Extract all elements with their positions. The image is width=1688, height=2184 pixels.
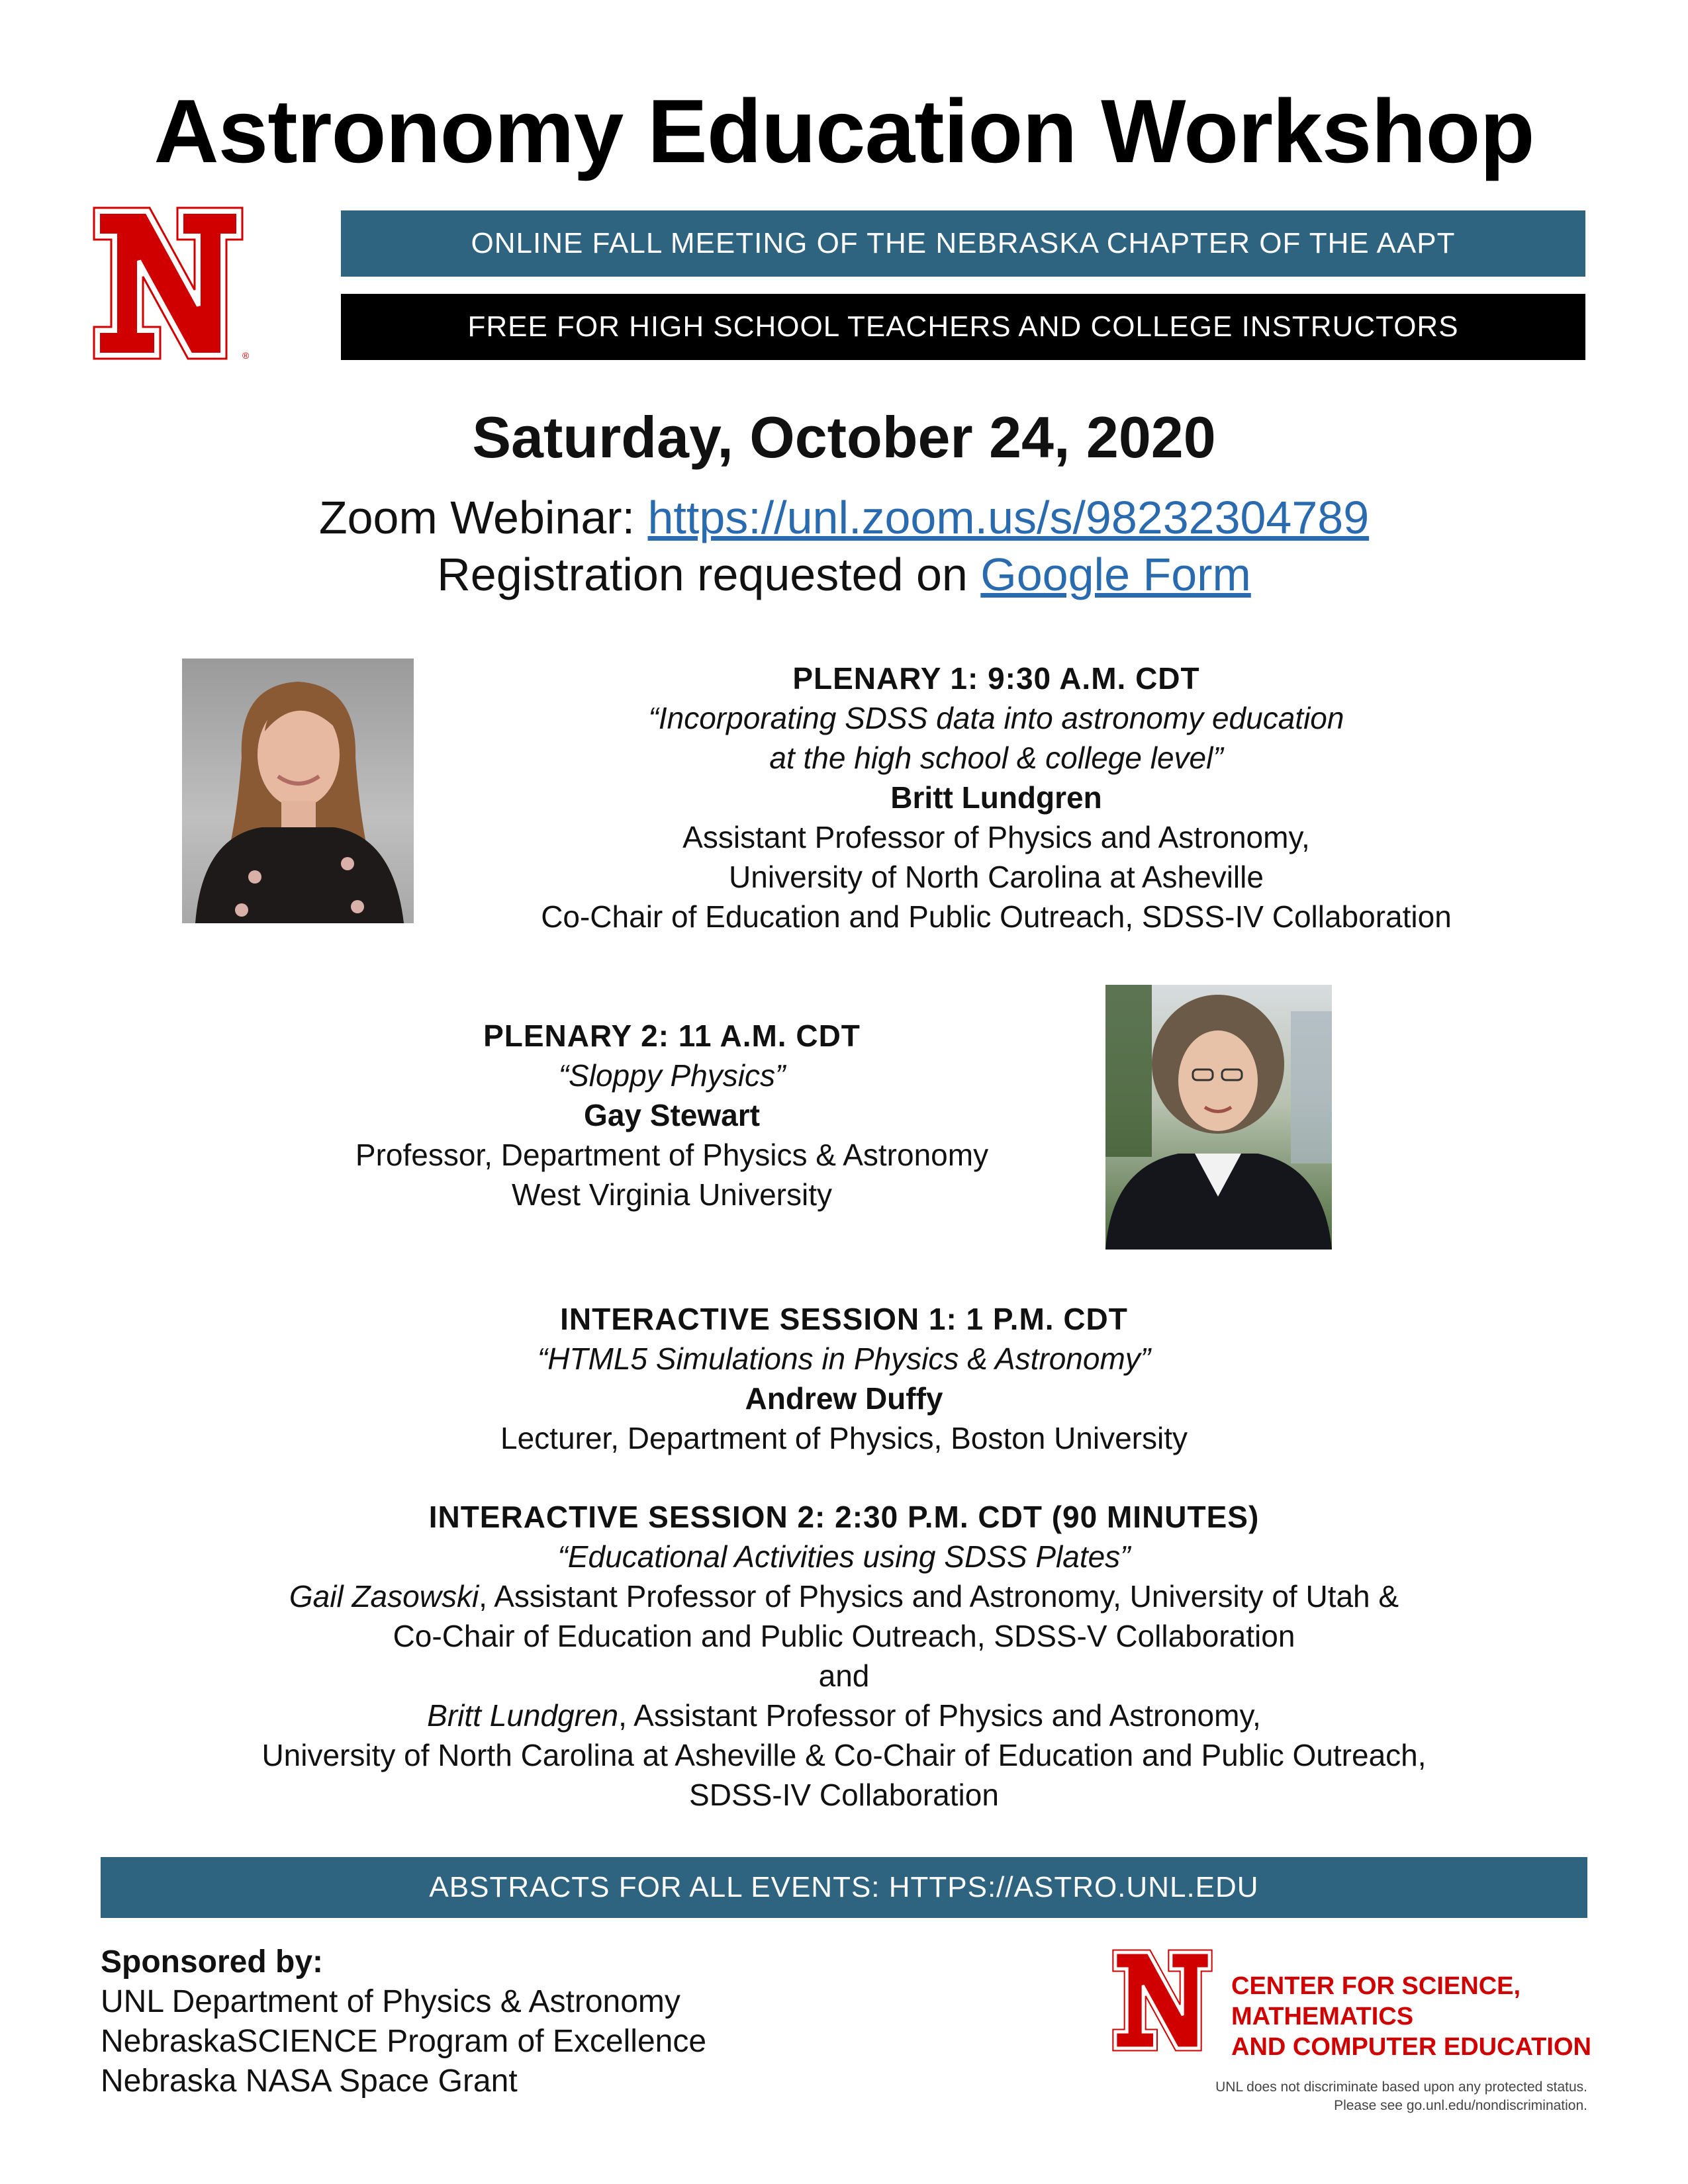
meeting-banner-text: ONLINE FALL MEETING OF THE NEBRASKA CHAPTER OF THE AAPT (471, 227, 1456, 259)
plenary-1-title-line2: at the high school & college level” (769, 741, 1223, 775)
plenary-1 (424, 659, 1569, 936)
plenary-2-title: “Sloppy Physics” (558, 1058, 786, 1093)
interactive-session-1 (0, 1299, 1688, 1458)
interactive-2-speaker1-line (0, 1576, 1688, 1616)
plenary-1-affil-line2: University of North Carolina at Asheville (729, 860, 1264, 894)
interactive-2-speaker2-affil-b: University of North Carolina at Asheville & Co-Chair of Education and Public Outreach, (261, 1738, 1427, 1772)
zoom-label: Zoom Webinar: (318, 492, 648, 543)
interactive-2-heading: INTERACTIVE SESSION 2: 2:30 P.M. CDT (90 MINUTES) (428, 1500, 1260, 1534)
zoom-line (0, 491, 1688, 544)
plenary-2-affil-line1: Professor, Department of Physics & Astronomy (355, 1138, 989, 1172)
nebraska-n-logo (93, 206, 252, 360)
sponsors-heading: Sponsored by: (101, 1944, 324, 1979)
sponsor-item: UNL Department of Physics & Astronomy (101, 1984, 680, 2019)
portrait-illustration (182, 659, 414, 923)
free-banner (341, 294, 1585, 360)
interactive-2-speaker2-affil-a: , Assistant Professor of Physics and Astronomy, (618, 1698, 1261, 1733)
interactive-2-speaker2-affil-c: SDSS-IV Collaboration (689, 1778, 999, 1812)
plenary-1-speaker: Britt Lundgren (890, 780, 1102, 815)
abstracts-banner-text: ABSTRACTS FOR ALL EVENTS: HTTPS://ASTRO.UNL.EDU (429, 1871, 1259, 1903)
interactive-1-heading: INTERACTIVE SESSION 1: 1 P.M. CDT (560, 1302, 1128, 1336)
interactive-1-title: “HTML5 Simulations in Physics & Astronomy” (537, 1342, 1151, 1376)
plenary-1-affil-line1: Assistant Professor of Physics and Astronomy, (682, 820, 1310, 854)
portrait-illustration (1105, 985, 1332, 1250)
zoom-link[interactable]: https://unl.zoom.us/s/98232304789 (647, 492, 1370, 543)
nondisc-line2: Please see go.unl.edu/nondiscrimination. (1334, 2098, 1587, 2113)
interactive-1-affil: Lecturer, Department of Physics, Boston University (500, 1421, 1188, 1455)
sponsors-block (101, 1942, 706, 2101)
meeting-banner (341, 210, 1585, 277)
plenary-1-affil-line3: Co-Chair of Education and Public Outreach, SDSS-IV Collaboration (541, 899, 1452, 934)
free-banner-text: FREE FOR HIGH SCHOOL TEACHERS AND COLLEGE INSTRUCTORS (467, 310, 1459, 343)
svg-text:®: ® (242, 350, 250, 360)
event-date: Saturday, October 24, 2020 (472, 404, 1216, 470)
plenary-2-affil-line2: West Virginia University (511, 1177, 832, 1212)
interactive-2-speaker1-affil-b: Co-Chair of Education and Public Outreach, SDSS-V Collaboration (393, 1619, 1295, 1653)
interactive-session-2 (0, 1497, 1688, 1815)
plenary-1-title-line1: “Incorporating SDSS data into astronomy education (648, 701, 1344, 735)
interactive-1-speaker: Andrew Duffy (745, 1381, 943, 1416)
csmce-line1: CENTER FOR SCIENCE, MATHEMATICS (1231, 1972, 1521, 2030)
speaker-photo-lundgren (182, 659, 414, 923)
plenary-2-heading: PLENARY 2: 11 A.M. CDT (483, 1019, 861, 1053)
interactive-2-title: “Educational Activities using SDSS Plates” (557, 1539, 1131, 1574)
sponsor-item: Nebraska NASA Space Grant (101, 2064, 518, 2099)
registration-label: Registration requested on (437, 549, 981, 600)
sponsor-item: NebraskaSCIENCE Program of Excellence (101, 2024, 707, 2059)
plenary-2 (265, 1016, 1079, 1214)
google-form-link[interactable]: Google Form (980, 549, 1251, 600)
interactive-2-speaker2-line (0, 1696, 1688, 1735)
interactive-2-speaker2: Britt Lundgren (427, 1698, 619, 1733)
plenary-1-heading: PLENARY 1: 9:30 A.M. CDT (792, 661, 1200, 696)
plenary-2-speaker: Gay Stewart (584, 1098, 760, 1132)
page-title: Astronomy Education Workshop (154, 81, 1534, 181)
interactive-2-speaker1-affil-a: , Assistant Professor of Physics and Astronomy, University of Utah & (479, 1579, 1399, 1614)
speaker-photo-stewart (1105, 985, 1332, 1250)
nondisc-line1: UNL does not discriminate based upon any protected status. (1215, 2079, 1587, 2095)
nondiscrimination-notice (1215, 2078, 1587, 2115)
csmce-line2: AND COMPUTER EDUCATION (1231, 2033, 1591, 2061)
interactive-2-speaker1: Gail Zasowski (289, 1579, 479, 1614)
csmce-name (1231, 1971, 1688, 2062)
registration-line (0, 548, 1688, 601)
interactive-2-and: and (818, 1659, 870, 1693)
csmce-n-logo (1112, 1949, 1218, 2052)
abstracts-banner (101, 1857, 1587, 1918)
